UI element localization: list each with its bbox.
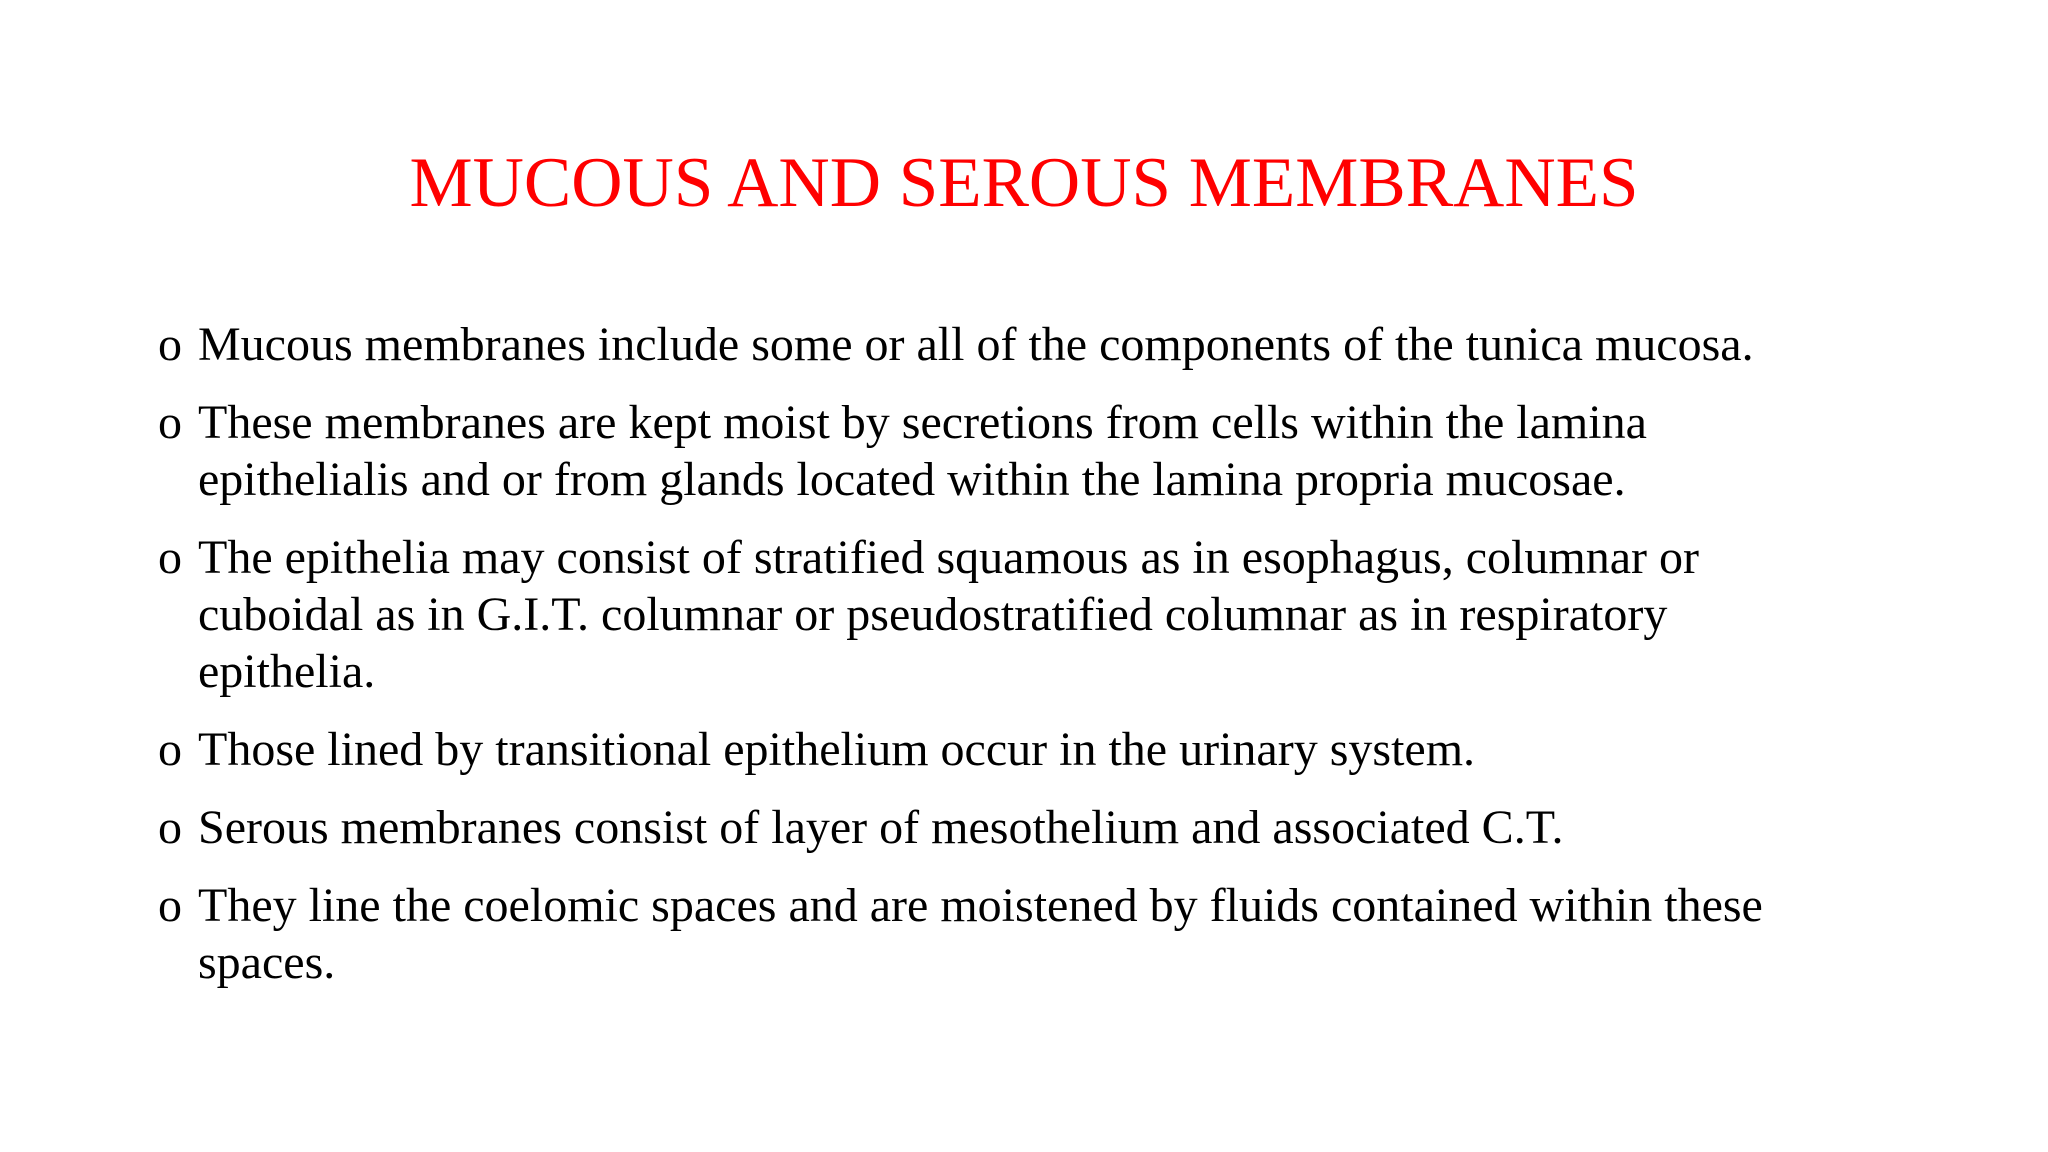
bullet-item (158, 877, 1938, 991)
bullet-marker: o (158, 531, 182, 584)
bullet-marker: o (158, 879, 182, 932)
bullet-item (158, 721, 1938, 778)
slide-title: MUCOUS AND SEROUS MEMBRANES (409, 144, 1639, 222)
bullet-text-line: Mucous membranes include some or all of the components of the tunica mucosa. (198, 318, 1754, 371)
bullet-text-line: Serous membranes consist of layer of mesothelium and associated C.T. (198, 801, 1564, 854)
bullet-item (158, 529, 1938, 700)
bullet-text-line: epithelia. (198, 645, 376, 698)
bullet-text-line: They line the coelomic spaces and are moistened by fluids contained within these (198, 879, 1763, 932)
bullet-item (158, 394, 1938, 508)
bullet-item (158, 799, 1938, 856)
bullet-marker: o (158, 318, 182, 371)
bullet-text-line: spaces. (198, 936, 336, 989)
bullet-text-line: The epithelia may consist of stratified squamous as in esophagus, columnar or (198, 531, 1699, 584)
bullet-item (158, 316, 1938, 373)
bullet-text-line: epithelialis and or from glands located within the lamina propria mucosae. (198, 453, 1626, 506)
bullet-text-line: These membranes are kept moist by secretions from cells within the lamina (198, 396, 1647, 449)
bullet-text-line: Those lined by transitional epithelium occur in the urinary system. (198, 723, 1476, 776)
bullet-text-line: cuboidal as in G.I.T. columnar or pseudostratified columnar as in respiratory (198, 588, 1668, 641)
bullet-marker: o (158, 723, 182, 776)
bullet-marker: o (158, 801, 182, 854)
bullet-list (158, 316, 1938, 1012)
bullet-marker: o (158, 396, 182, 449)
